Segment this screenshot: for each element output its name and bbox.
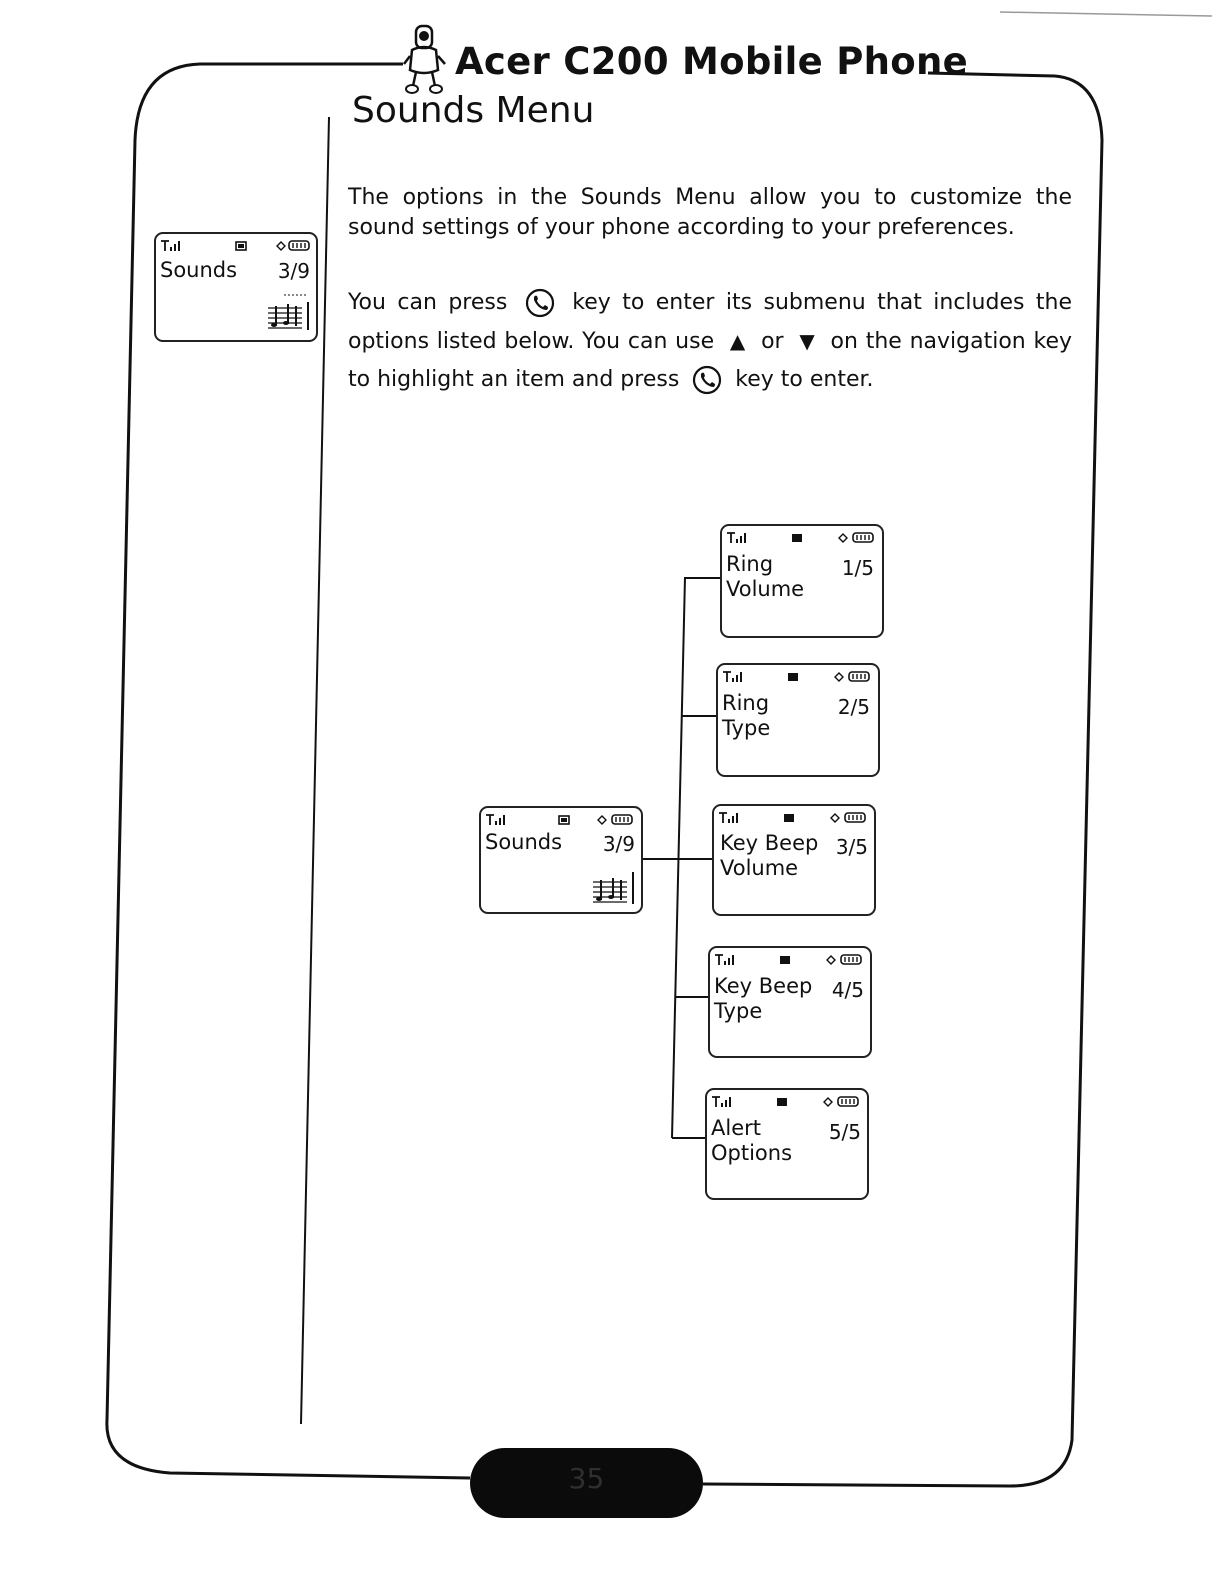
screen-line-1: Ring	[722, 691, 770, 715]
child-screen-1	[720, 524, 884, 638]
screen-index: 5/5	[828, 1120, 861, 1144]
child-screen-3	[712, 804, 876, 916]
screen-line-1: Key Beep	[720, 831, 819, 855]
status-bar	[722, 669, 874, 683]
screen-index: 4/5	[831, 978, 864, 1002]
child-screen-2	[716, 663, 880, 777]
screen-line-2: Type	[722, 716, 771, 740]
intro-text-2b: key to enter its submenu that includes the options listed below. You can use	[348, 290, 1073, 354]
screen-line-1: Alert	[711, 1116, 761, 1140]
status-bar	[714, 952, 866, 966]
child-screen-4	[708, 946, 872, 1058]
page-number: 35	[568, 1462, 605, 1495]
status-bar	[485, 812, 637, 826]
intro-text-2a: You can press	[348, 290, 508, 315]
intro-text-1: The options in the Sounds Menu allow you to customize the sound settings of your phone according to your preferences.	[348, 185, 1072, 240]
screen-index: 3/9	[602, 832, 635, 856]
screen-label: Sounds	[485, 830, 563, 854]
music-notes-icon	[591, 870, 637, 906]
screen-line-1: Key Beep	[714, 974, 813, 998]
screen-index: 3/5	[835, 835, 868, 859]
intro-text-or: or	[761, 329, 784, 354]
section-title: Sounds Menu	[352, 90, 595, 131]
screen-line-2: Volume	[720, 856, 799, 880]
screen-index: 1/5	[841, 556, 874, 580]
status-bar	[711, 1094, 863, 1108]
screen-line-1: Ring	[726, 552, 774, 576]
up-arrow-icon: ▲	[729, 329, 746, 353]
status-bar	[718, 810, 870, 824]
screen-line-2: Volume	[726, 577, 805, 601]
intro-text-2c: on the navigation key to highlight an item and press	[348, 329, 1073, 392]
screen-index: 3/9	[277, 259, 310, 283]
header-title: Acer C200 Mobile Phone	[455, 40, 969, 83]
screen-line-2: Options	[711, 1141, 793, 1165]
down-arrow-icon: ▼	[799, 329, 815, 353]
diagram-parent-screen	[479, 806, 643, 914]
child-screen-5	[705, 1088, 869, 1200]
screen-label: Sounds	[160, 258, 238, 282]
status-bar	[726, 530, 878, 544]
intro-text-2d: key to enter.	[735, 367, 874, 392]
screen-index: 2/5	[837, 695, 870, 719]
screen-line-2: Type	[714, 999, 763, 1023]
